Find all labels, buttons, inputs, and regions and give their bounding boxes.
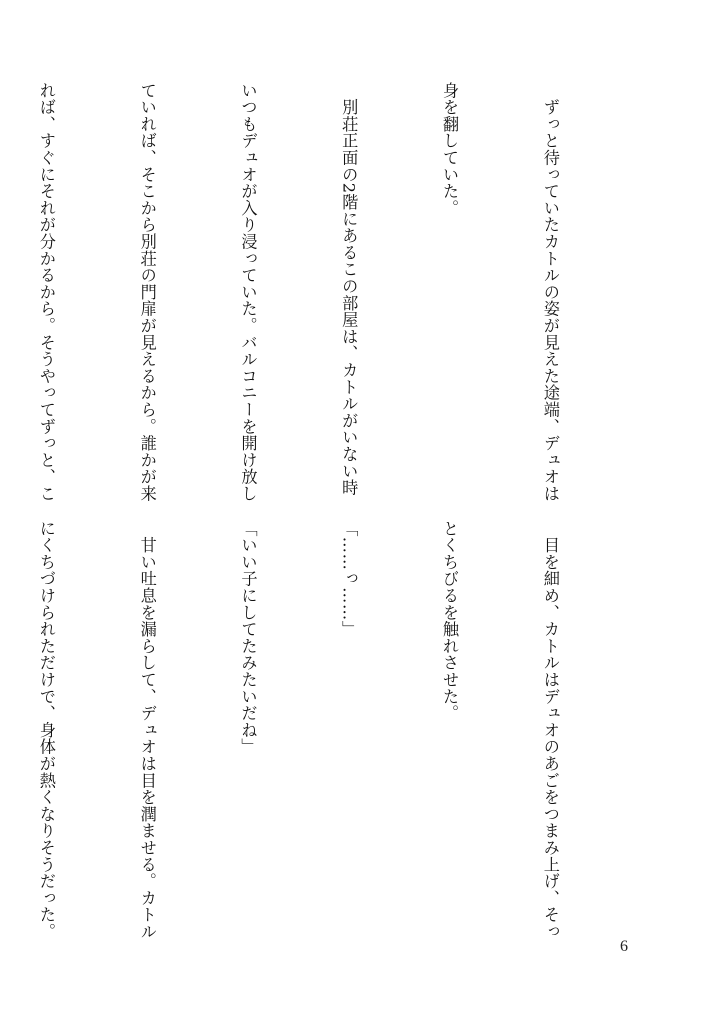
text-line: れば、すぐにそれが分かるから。そうやってずっと、こ <box>36 82 56 502</box>
text-line: 「いい子にしてたみたいだね」 <box>238 520 258 756</box>
text-line: にくちづけられただけで、身体が熱くなりそうだった。 <box>36 520 56 940</box>
text-line: 「……っ……」 <box>339 520 359 638</box>
text-line: 目を細め、カトルはデュオのあごをつまみ上げ、そっ <box>540 520 560 940</box>
text-line: ずっと待っていたカトルの姿が見えた途端、デュオは <box>540 82 560 502</box>
upper-text-block <box>36 82 634 502</box>
text-line: 甘い吐息を漏らして、デュオは目を潤ませる。カトル <box>137 520 157 940</box>
text-line: 別荘正面の2階にあるこの部屋は、カトルがいない時 <box>339 82 359 497</box>
text-line: いつもデュオが入り浸っていた。バルコニーを開け放し <box>238 82 258 502</box>
page-number: 6 <box>620 938 628 955</box>
text-line: 身を翻していた。 <box>440 82 460 217</box>
text-line: ていれば、そこから別荘の門扉が見えるから。誰かが来 <box>137 82 157 502</box>
lower-text-block <box>36 520 634 940</box>
text-line: とくちびるを触れさせた。 <box>440 520 460 722</box>
